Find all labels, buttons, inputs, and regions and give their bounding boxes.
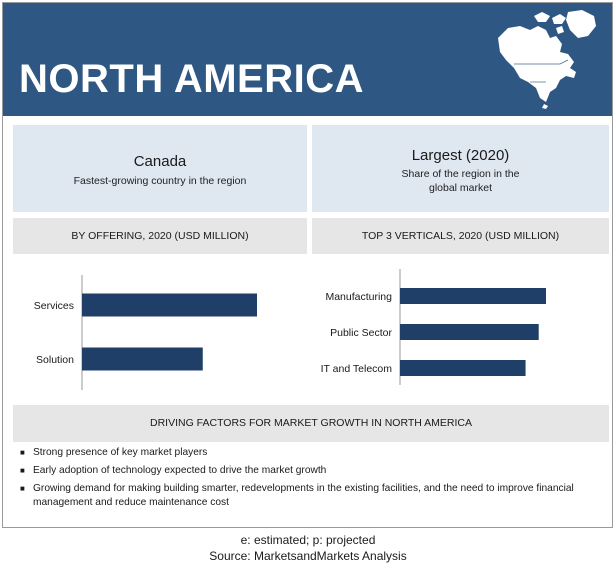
header-band xyxy=(3,3,612,116)
bullet-icon: ■ xyxy=(20,466,25,475)
driver-item xyxy=(13,482,609,510)
bullet-icon: ■ xyxy=(20,448,25,457)
category-label: IT and Telecom xyxy=(320,363,392,375)
bar-services xyxy=(82,294,257,317)
category-label: Solution xyxy=(36,354,74,366)
driver-text: Early adoption of technology expected to drive the market growth xyxy=(33,465,327,476)
driver-item xyxy=(13,464,609,478)
fastest-growing-country: Canada xyxy=(133,153,187,170)
verticals-chart-title: TOP 3 VERTICALS, 2020 (USD MILLION) xyxy=(312,218,609,254)
category-label: Manufacturing xyxy=(325,291,392,303)
fastest-growing-caption: Fastest-growing country in the region xyxy=(73,175,247,187)
region-title: NORTH AMERICA xyxy=(19,57,364,101)
category-label: Services xyxy=(33,300,74,312)
driver-text: Strong presence of key market players xyxy=(33,447,208,458)
north-america-map-icon xyxy=(490,8,606,110)
largest-share-card xyxy=(312,125,609,212)
category-label: Public Sector xyxy=(330,327,392,339)
largest-share-caption: Share of the region in the global market xyxy=(401,168,520,194)
verticals-bar-chart xyxy=(308,265,608,395)
estimate-legend: e: estimated; p: projected xyxy=(240,533,376,547)
bar-it-and-telecom xyxy=(400,360,526,376)
bar-manufacturing xyxy=(400,288,546,304)
bar-solution xyxy=(82,348,203,371)
drivers-list xyxy=(13,446,609,514)
figure-notes xyxy=(0,532,616,564)
source-note: Source: MarketsandMarkets Analysis xyxy=(209,549,407,563)
drivers-section-title: DRIVING FACTORS FOR MARKET GROWTH IN NORTH AMERICA xyxy=(13,405,609,442)
bullet-icon: ■ xyxy=(20,484,25,493)
infographic xyxy=(2,2,613,528)
fastest-growing-card xyxy=(13,125,307,212)
largest-share-heading: Largest (2020) xyxy=(411,147,510,164)
driver-text: Growing demand for making building smarter, redevelopments in the existing facilities, and the need to improve financial management and reduce maintenance cost xyxy=(33,483,574,508)
offering-chart-title: BY OFFERING, 2020 (USD MILLION) xyxy=(13,218,307,254)
driver-item xyxy=(13,446,609,460)
offering-bar-chart xyxy=(3,265,308,395)
bar-public-sector xyxy=(400,324,539,340)
